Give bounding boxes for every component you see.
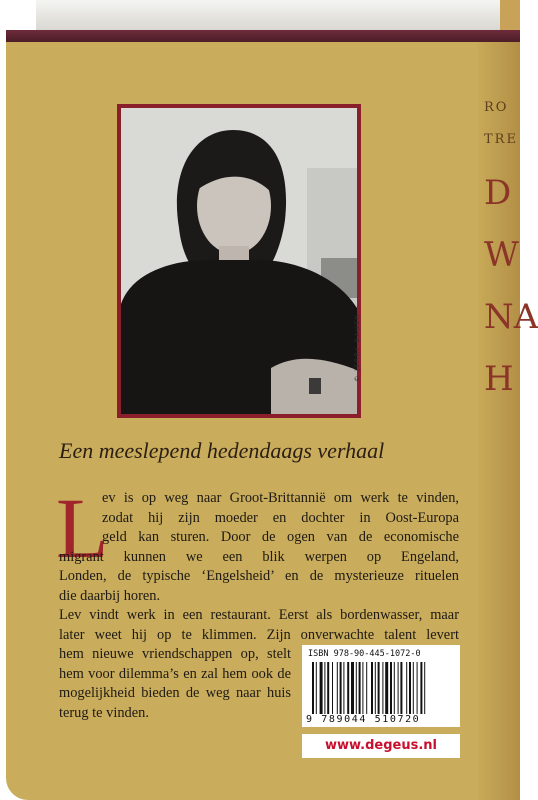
- blurb-line: hem voor dilemma’s en zal hem ook de: [59, 665, 291, 682]
- book-top-band: [500, 0, 520, 34]
- blurb-line: Londen, de typische ‘Engelsheid’ en de mysterieuze rituelen: [59, 568, 459, 584]
- spine-author: RO TRE: [484, 100, 518, 147]
- blurb-line: die daarbij horen.: [59, 587, 161, 604]
- tagline: Een meeslepend hedendaags verhaal: [59, 438, 385, 463]
- blurb-line: zodat hij zijn moeder en dochter in Oost-Europa: [102, 509, 459, 526]
- photo-credit: © JERRY BAUER: [353, 313, 361, 382]
- drop-cap: L: [56, 480, 109, 576]
- blurb-line: migrant kunnen we een blik werpen op Engeland,: [59, 548, 459, 565]
- blurb-line: hem nieuwe vriendschappen op, stelt: [59, 646, 291, 662]
- blurb-line: geld kan sturen. Door de ogen van de economische: [102, 529, 459, 545]
- cover-top-band: [6, 30, 520, 42]
- blurb-line: ev is op weg naar Groot-Brittannië om werk te vinden,: [102, 490, 459, 506]
- spine-title: D W NA H: [484, 173, 538, 399]
- ean-number: 9 789044 510720: [306, 714, 421, 725]
- isbn-number: ISBN 978-90-445-1072-0: [308, 649, 421, 659]
- publisher-website: www.degeus.nl: [302, 734, 460, 758]
- blurb-line: Lev vindt werk in een restaurant. Eerst als bordenwasser, maar: [59, 607, 459, 623]
- blurb-line: terug te vinden.: [59, 704, 149, 721]
- barcode-bars: [312, 662, 458, 714]
- blurb-line: later weet hij op te klimmen. Zijn onverwachte talent levert: [59, 626, 459, 643]
- book-top-edge: [36, 0, 502, 31]
- blurb-line: mogelijkheid bieden de weg naar huis: [59, 685, 291, 701]
- author-photo: [121, 108, 357, 414]
- blurb-paragraph-1: [59, 489, 459, 606]
